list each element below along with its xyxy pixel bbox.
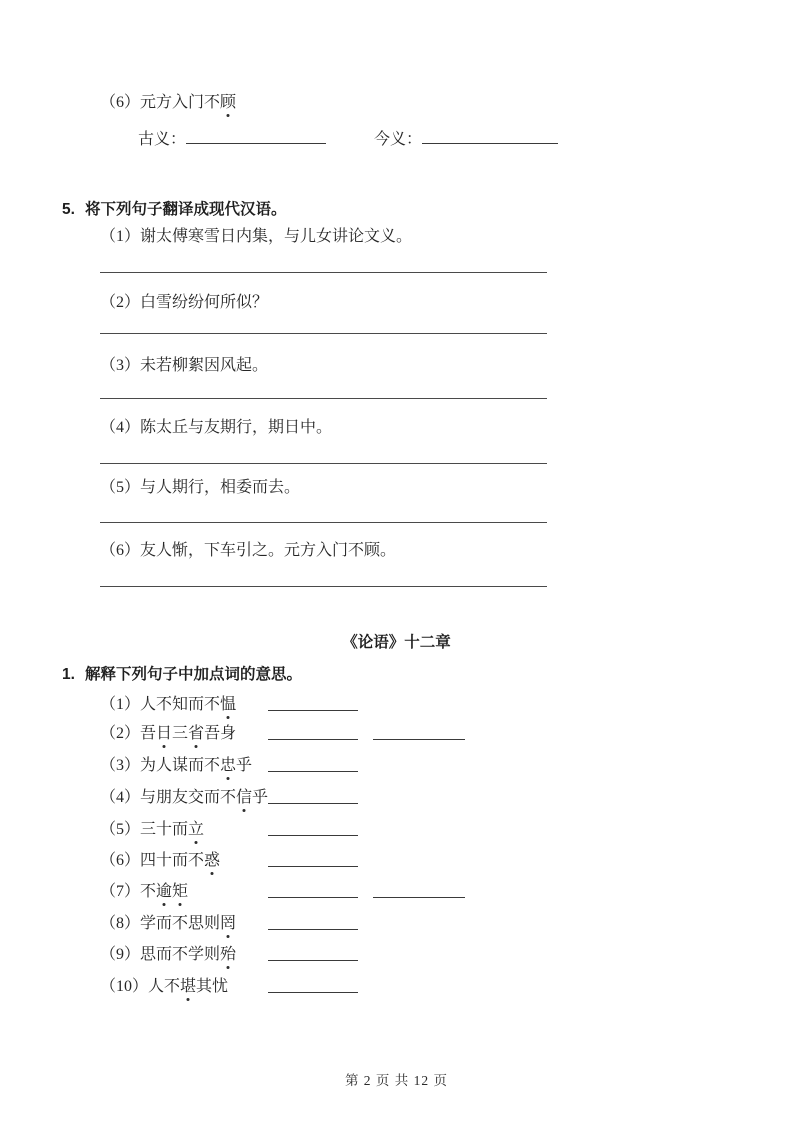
dotted-char: 顾	[220, 94, 237, 111]
answer-blank	[268, 853, 358, 867]
phrase-segment: 三十而	[140, 821, 189, 838]
dotted-char: 愠	[220, 696, 237, 713]
item-phrase: 元方入门不	[140, 94, 221, 111]
item-number: （2）	[100, 725, 141, 742]
answer-line	[100, 463, 547, 464]
ancient-meaning-blank	[186, 129, 326, 144]
answer-blank	[373, 884, 465, 898]
item-text: 陈太丘与友期行，期日中。	[140, 419, 333, 436]
item-number: （3）	[100, 757, 141, 774]
answer-line	[100, 333, 547, 334]
dotted-char: 信	[236, 789, 253, 806]
item-text: 友人惭，下车引之。元方入门不顾。	[140, 542, 397, 559]
word-explanation-item	[100, 724, 236, 744]
phrase-segment: 三	[172, 725, 189, 742]
phrase-segment: 不	[140, 883, 157, 900]
dotted-char: 矩	[172, 883, 189, 900]
gloss-answer-row	[138, 129, 558, 150]
item-text: 白雪纷纷何所似？	[140, 294, 269, 311]
dotted-char: 日	[156, 725, 173, 742]
answer-blank	[268, 790, 358, 804]
question-title: 解释下列句子中加点词的意思。	[84, 666, 302, 683]
word-explanation-item	[100, 788, 268, 808]
phrase-segment: 学而不思则	[140, 915, 221, 932]
item-number: （8）	[100, 915, 141, 932]
word-explanation-item	[100, 882, 188, 902]
item-number: （7）	[100, 883, 141, 900]
item-number: （3）	[100, 357, 141, 374]
item-number: （6）	[100, 94, 141, 111]
item-number: （10）	[100, 978, 149, 995]
phrase-segment: 吾	[140, 725, 157, 742]
modern-meaning-label: 今义：	[374, 131, 423, 148]
gloss-item-6	[100, 93, 236, 113]
answer-blank	[268, 947, 358, 961]
word-explanation-item	[100, 914, 236, 934]
translation-item	[100, 478, 300, 498]
word-explanation-item	[100, 820, 204, 840]
question-1-header	[62, 665, 302, 685]
item-number: （1）	[100, 228, 141, 245]
answer-line	[100, 586, 547, 587]
phrase-segment: 吾身	[204, 725, 237, 742]
question-title: 将下列句子翻译成现代汉语。	[84, 201, 287, 218]
item-number: （6）	[100, 852, 141, 869]
word-explanation-item	[100, 977, 228, 997]
dotted-char: 殆	[220, 946, 237, 963]
section-title: 《论语》十二章	[342, 634, 451, 651]
answer-blank	[268, 726, 358, 740]
answer-blank	[268, 822, 358, 836]
phrase-segment: 其忧	[196, 978, 229, 995]
item-number: （1）	[100, 696, 141, 713]
item-text: 未若柳絮因风起。	[140, 357, 269, 374]
item-number: （6）	[100, 542, 141, 559]
answer-blank	[268, 884, 358, 898]
word-explanation-item	[100, 851, 220, 871]
translation-item	[100, 541, 396, 561]
item-number: （5）	[100, 821, 141, 838]
answer-line	[100, 522, 547, 523]
translation-item	[100, 418, 332, 438]
answer-blank	[373, 726, 465, 740]
answer-line	[100, 398, 547, 399]
ancient-meaning-label: 古义：	[138, 131, 187, 148]
item-text: 与人期行，相委而去。	[140, 479, 301, 496]
dotted-char: 堪	[180, 978, 197, 995]
dotted-char: 逾	[156, 883, 173, 900]
item-number: （4）	[100, 419, 141, 436]
item-text: 谢太傅寒雪日内集，与儿女讲论文义。	[140, 228, 413, 245]
translation-item	[100, 227, 412, 247]
word-explanation-item	[100, 756, 252, 776]
word-explanation-item	[100, 695, 236, 715]
dotted-char: 立	[188, 821, 205, 838]
phrase-segment: 人不知而不	[140, 696, 221, 713]
item-number: （2）	[100, 294, 141, 311]
item-number: （9）	[100, 946, 141, 963]
answer-blank	[268, 916, 358, 930]
translation-item	[100, 356, 268, 376]
dotted-char: 惑	[204, 852, 221, 869]
phrase-segment: 与朋友交而不	[140, 789, 237, 806]
answer-blank	[268, 697, 358, 711]
phrase-segment: 四十而不	[140, 852, 205, 869]
answer-blank	[268, 979, 358, 993]
item-number: （4）	[100, 789, 141, 806]
phrase-segment: 人不	[148, 978, 181, 995]
word-explanation-item	[100, 945, 236, 965]
dotted-char: 省	[188, 725, 205, 742]
phrase-segment: 为人谋而不	[140, 757, 221, 774]
item-number: （5）	[100, 479, 141, 496]
translation-item	[100, 293, 268, 313]
answer-blank	[268, 758, 358, 772]
modern-meaning-blank	[422, 129, 558, 144]
question-number: 1.	[62, 666, 75, 683]
phrase-segment: 思而不学则	[140, 946, 221, 963]
answer-line	[100, 272, 547, 273]
question-5-header	[62, 200, 286, 220]
phrase-segment: 乎	[236, 757, 253, 774]
phrase-segment: 乎	[252, 789, 269, 806]
dotted-char: 忠	[220, 757, 237, 774]
page-footer: 第 2 页 共 12 页	[344, 1073, 449, 1088]
question-number: 5.	[62, 201, 75, 218]
dotted-char: 罔	[220, 915, 237, 932]
